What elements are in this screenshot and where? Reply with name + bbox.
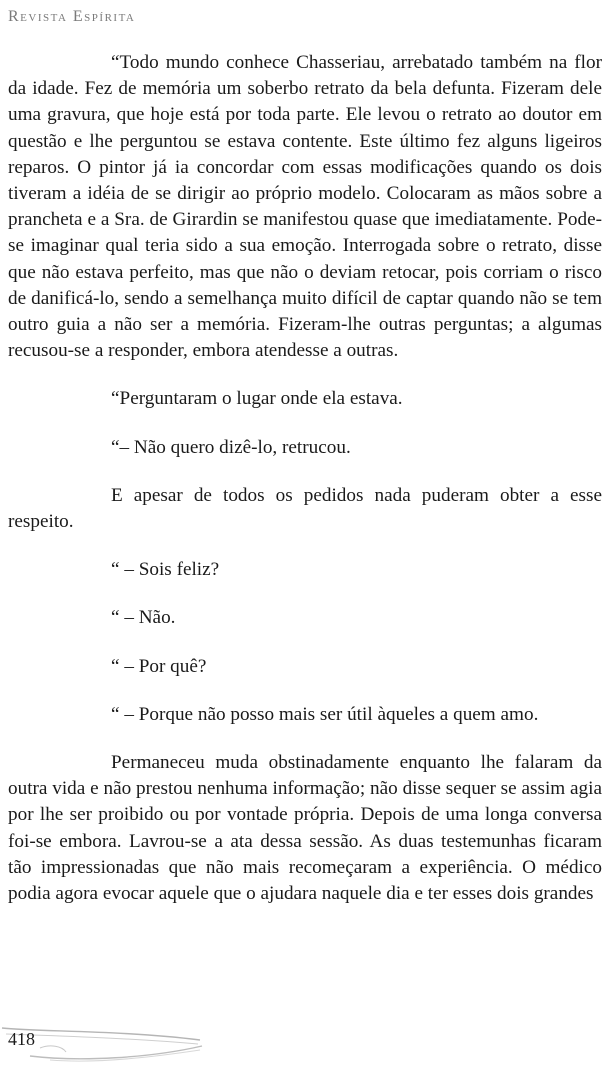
paragraph: “ – Não.: [111, 607, 176, 629]
paragraph: “Perguntaram o lugar onde ela estava.: [111, 388, 403, 410]
paragraph: “Todo mundo conhece Chasseriau, arrebatado também na flor da idade. Fez de memória um soberbo retrato da bela defunta. Fizeram dele uma gravura, que hoje está por toda parte. Ele levou o retrato ao doutor em questão e lhe perguntou se estava contente. Este último fez alguns ligeiros reparos. O pintor já ia concordar com essas modificações quando os dois tiveram a idéia de se dirigir ao próprio modelo. Colocaram as mãos sobre a prancheta e a Sra. de Girardin se manifestou quase que imediatamente. Pode-se imaginar qual teria sido a sua emoção. Interrogada sobre o retrato, disse que não estava perfeito, mas que não o deviam retocar, pois corriam o risco de danificá-lo, sendo a semelhança muito difícil de captar quando não se tem outro guia a não ser a memória. Fizeram-lhe outras perguntas; a algumas recusou-se a responder, embora atendesse a outras.: [8, 52, 602, 362]
running-head: Revista Espírita: [8, 8, 136, 25]
body-text: [8, 50, 602, 907]
page-footer: [0, 1022, 611, 1067]
paragraph: E apesar de todos os pedidos nada puderam obter a esse respeito.: [8, 484, 602, 533]
paragraph: “ – Porque não posso mais ser útil àqueles a quem amo.: [111, 703, 539, 725]
paragraph: Permaneceu muda obstinadamente enquanto lhe falaram da outra vida e não prestou nenhuma informação; não disse sequer se assim agia por lhe ser proibido ou por vontade própria. Depois de uma longa conversa foi-se embora. Lavrou-se a ata dessa sessão. As duas testemunhas ficaram tão impressionadas que não mais recomeçaram a experiência. O médico podia agora evocar aquele que o ajudara naquele dia e ter esses dois grandes: [8, 752, 602, 905]
paragraph: “ – Por quê?: [111, 655, 207, 677]
paragraph: “– Não quero dizê-lo, retrucou.: [111, 436, 351, 458]
paragraph: “ – Sois feliz?: [111, 559, 220, 581]
page-number: 418: [8, 1029, 35, 1049]
